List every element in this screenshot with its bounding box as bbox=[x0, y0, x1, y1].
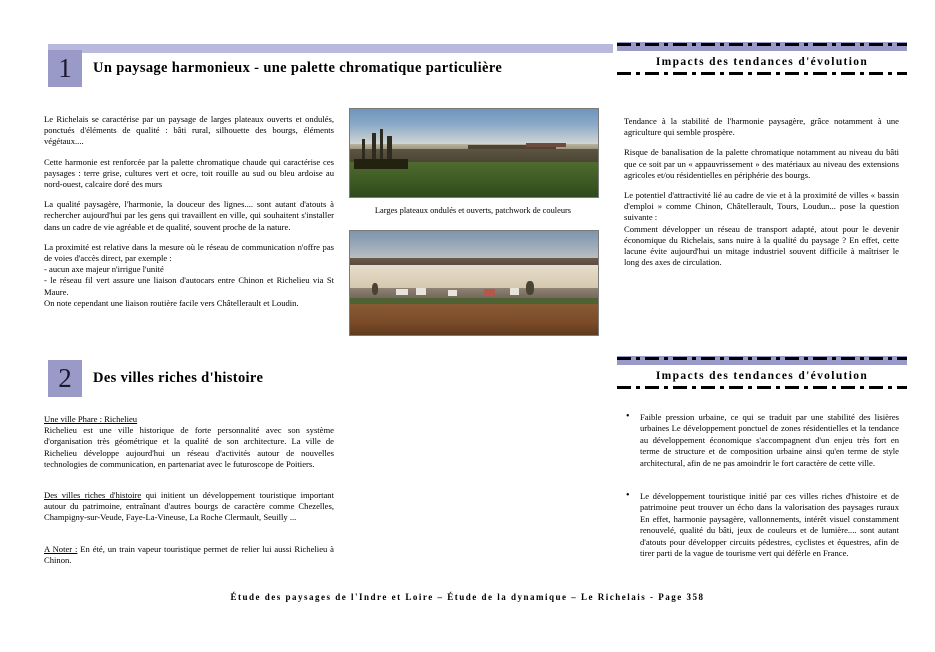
paragraph: Cette harmonie est renforcée par la palette chromatique chaude qui caractérise ces paysages : terre grise, cultures vert et ocre, toit rouille au sud ou bleu ardoise au nord-ouest, calcaire doré des murs bbox=[44, 156, 334, 190]
section-2-left-text bbox=[44, 414, 334, 566]
photo-2-building bbox=[396, 289, 408, 295]
section-1-impacts-text bbox=[624, 116, 899, 268]
photo-2-building bbox=[448, 290, 457, 296]
paragraph: La qualité paysagère, l'harmonie, la douceur des lignes.... sont autant d'atouts à rechercher aujourd'hui par les gens qui travaillent en ville, qui souhaitent s'installer dans un cadre de vie agréable et de qualité, souvent proche de la nature. bbox=[44, 199, 334, 232]
photo-2-tree bbox=[526, 281, 534, 295]
section-2-number: 2 bbox=[48, 360, 82, 397]
photo-2-tree bbox=[372, 283, 378, 295]
impacts-2-top-rule bbox=[617, 357, 907, 360]
inline-lead: A Noter : bbox=[44, 543, 78, 554]
paragraph: La proximité est relative dans la mesure où le réseau de communication n'offre pas de voies d'accès direct, par exemple : bbox=[44, 241, 334, 264]
section-1-header bbox=[48, 50, 613, 87]
page-footer: Étude des paysages de l'Indre et Loire – Étude de la dynamique – Le Richelais - Page 358 bbox=[230, 592, 705, 602]
section-1-impacts-header bbox=[617, 42, 907, 75]
inline-text: qui initient un développement touristique important autour du patrimoine, entraînant d'autres bourgs de caractère comme Chezelles, Champigny-sur-Veude, Faye-La-Vineuse, La Roche Clermault, Seuilly ... bbox=[44, 490, 334, 523]
paragraph bbox=[44, 490, 334, 524]
paragraph: - aucun axe majeur n'irrigue l'unité bbox=[44, 264, 164, 275]
list-item: • Le développement touristique initié par ces villes riches d'histoire et de patrimoine peut trouver un écho dans la valorisation des paysages ruraux En effet, harmonie paysagère, vallonnements, intérêt visuel constamment renouvelé, qualité du bâti, jeux de couleurs et de lumière.... sont autant d'atouts pour développer circuits pédestres, cyclistes et équestres, afin de tirer parti de la vague de tourisme vert qui défèrle en France. bbox=[624, 491, 899, 559]
photo-1-hedge bbox=[354, 159, 408, 169]
paragraph: On note cependant une liaison routière facile vers Châtellerault et Loudin. bbox=[44, 297, 299, 308]
paragraph: Richelieu est une ville historique de forte personnalité avec son système d'organisation très géométrique et la qualité de son architecture. La ville de Richelieu développe aujourd'hui un réseau d'activités autour de nouvelles technologies de communication, en partenariat avec le futuroscope de Poitiers. bbox=[44, 425, 334, 469]
paragraph: Comment développer un réseau de transport adapté, atout pour le devenir économique du Richelais, sans nuire à la qualité du paysage ? En effet, cette lacune évite aujourd'hui un mitage industriel souvent difficile à maîtriser le long des axes de circulation. bbox=[624, 223, 899, 268]
section-2-impacts-header bbox=[617, 356, 907, 389]
photo-2-pale-slope bbox=[350, 265, 598, 290]
photo-2-building bbox=[510, 288, 519, 295]
paragraph: Le Richelais se caractérise par un paysage de larges plateaux ouverts et ondulés, ponctués d'éléments de qualité : bâti rural, silhouette des bourgs, éléments végétaux.... bbox=[44, 114, 334, 147]
section-1-title: Un paysage harmonieux - une palette chromatique particulière bbox=[93, 60, 503, 76]
photo-paysage-village-coteau bbox=[349, 230, 599, 336]
photo-2-building bbox=[484, 289, 495, 295]
inline-text: En été, un train vapeur touristique permet de relier lui aussi Richelieu à Chinon. bbox=[44, 543, 334, 565]
paragraph bbox=[44, 544, 334, 566]
subheading bbox=[44, 414, 334, 425]
impacts-2-bottom-rule bbox=[617, 386, 907, 389]
paragraph: - le réseau fil vert assure une liaison d'autocars entre Chinon et Richelieu via St Maure. bbox=[44, 275, 334, 297]
subheading-label: Une ville Phare : Richelieu bbox=[44, 414, 138, 424]
section-2-title: Des villes riches d'histoire bbox=[93, 370, 264, 386]
photo-1-caption: Larges plateaux ondulés et ouverts, patchwork de couleurs bbox=[374, 206, 572, 215]
list-item: • Faible pression urbaine, ce qui se traduit par une stabilité des lisières urbaines Le développement ponctuel de zones résidentielles et la tendance au développement économique s'accompagnent d'un enjeu très fort en terme de structure et de composition urbaine ainsi qu'en terme de style architectural, afin de ne pas amoindrir le fort caractère de cette ville. bbox=[624, 412, 899, 469]
paragraph: Le potentiel d'attractivité lié au cadre de vie et à la proximité de villes « bassin d'emploi » comme Chinon, Châtellerault, Tours, Loudun... pose la question suivante : bbox=[624, 190, 899, 223]
photo-2-corn-field bbox=[350, 304, 598, 335]
paragraph: Tendance à la stabilité de l'harmonie paysagère, grâce notamment à une agriculture qui semble prospère. bbox=[624, 116, 899, 138]
impacts-1-bottom-rule bbox=[617, 72, 907, 75]
photo-1-distant-village bbox=[526, 143, 566, 147]
impacts-1-heading: Impacts des tendances d'évolution bbox=[655, 56, 869, 68]
paragraph: Risque de banalisation de la palette chromatique notamment au niveau du bâti que ce soit par un « appauvrissement » des matériaux au niveau des extensions agricoles et/ou résidentielles en périphérie des bourgs. bbox=[624, 147, 899, 180]
section-1-number: 1 bbox=[48, 50, 82, 87]
section-2-impacts-bullets bbox=[624, 412, 899, 559]
section-2-header bbox=[48, 360, 613, 397]
impacts-2-heading: Impacts des tendances d'évolution bbox=[655, 370, 869, 382]
impacts-1-top-rule bbox=[617, 43, 907, 46]
inline-lead: Des villes riches d'histoire bbox=[44, 490, 142, 501]
photo-2-building bbox=[416, 288, 426, 295]
section-1-left-text bbox=[44, 114, 334, 309]
photo-paysage-plateau-ouvert bbox=[349, 108, 599, 198]
